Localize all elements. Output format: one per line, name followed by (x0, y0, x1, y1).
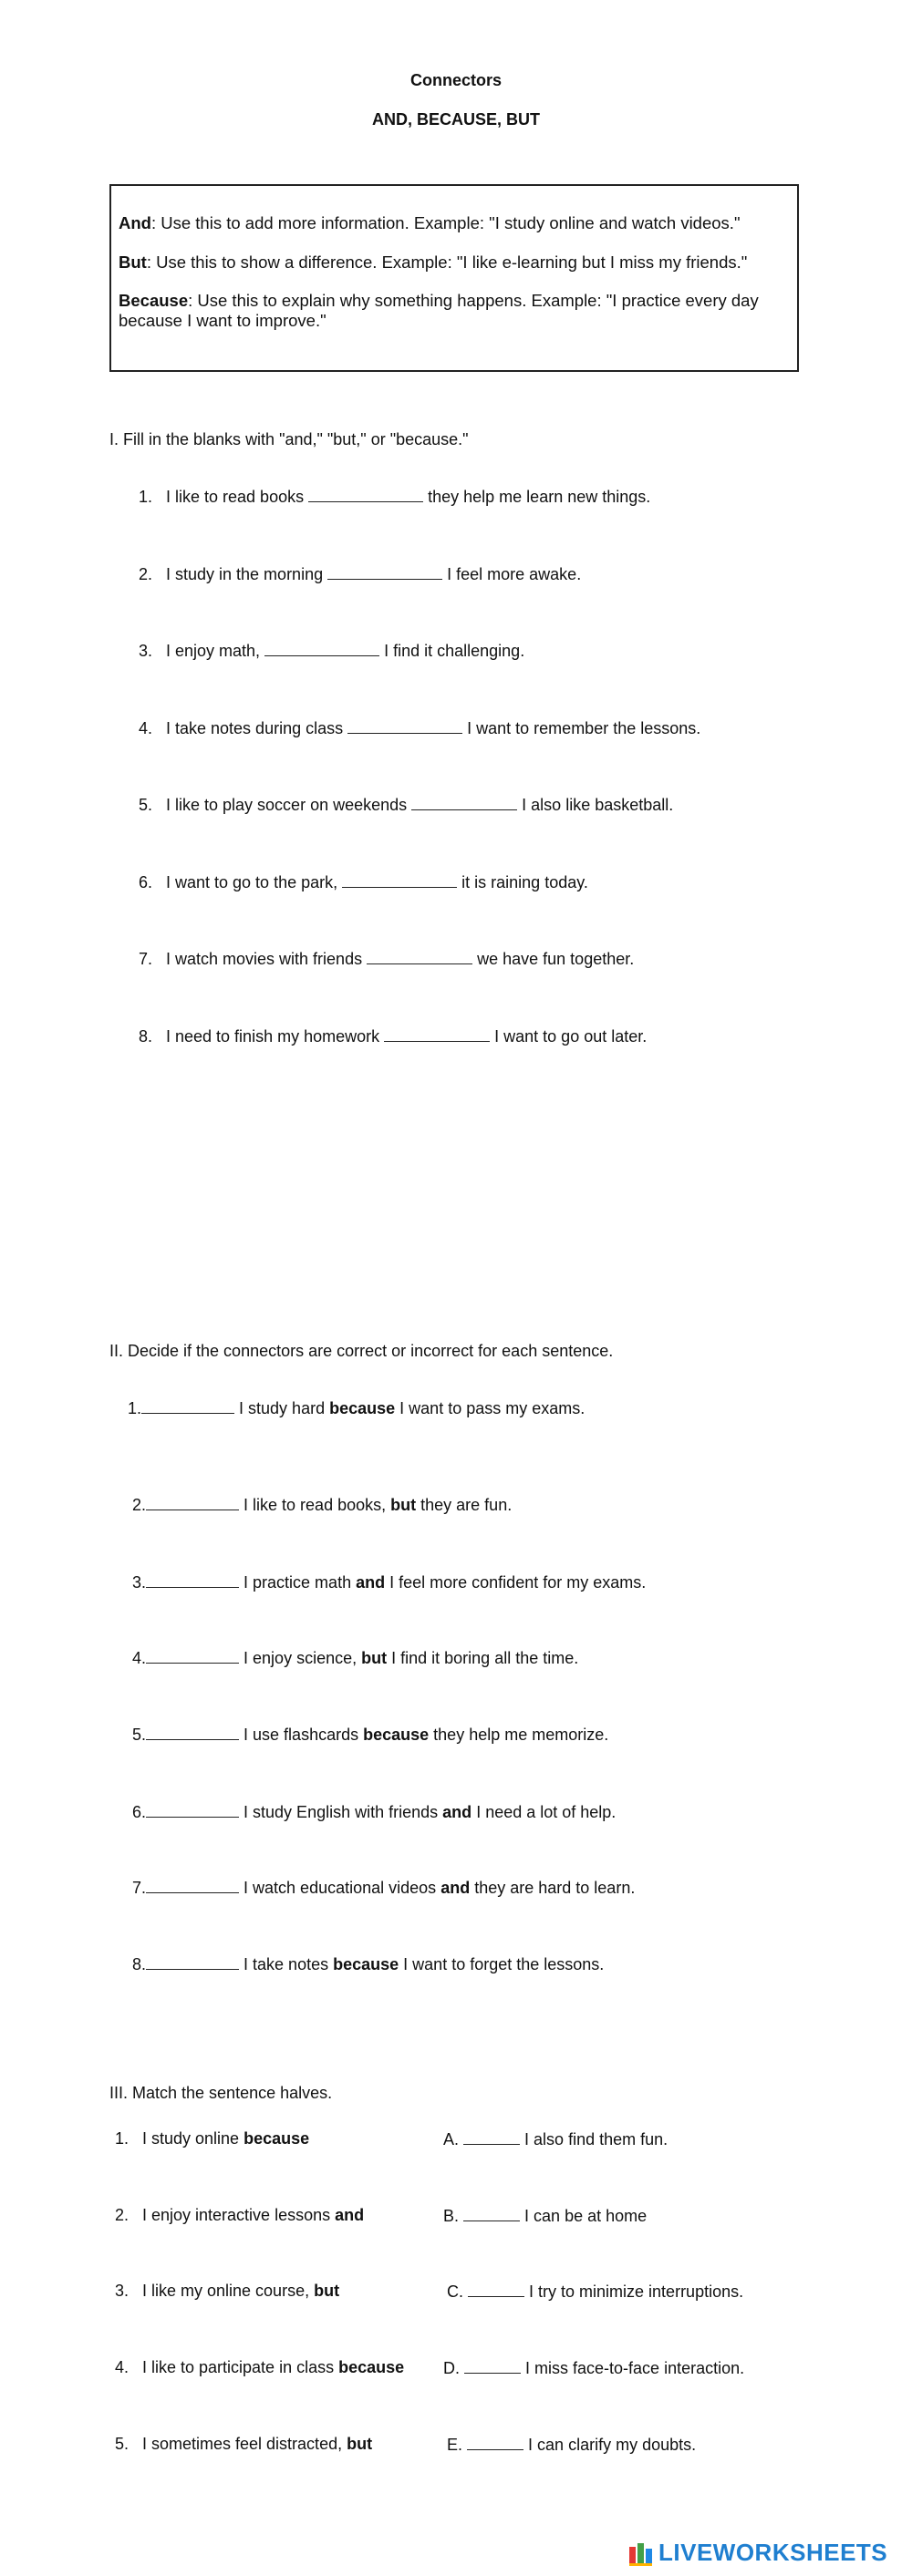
connector-word: but (347, 2435, 373, 2453)
sentence-end: I need a lot of help. (476, 1803, 617, 1821)
sentence-start: I practice math (244, 1573, 352, 1592)
sentence-end: I find it challenging. (384, 642, 525, 660)
definition-text: : Use this to explain why something happens. Example: "I practice every day (188, 291, 759, 310)
answer-blank[interactable] (463, 2129, 520, 2145)
sentence-end: I find it boring all the time. (391, 1649, 579, 1667)
connector-check-item (132, 1495, 512, 1515)
item-number: 4. (115, 2358, 130, 2376)
item-number: 1. (139, 488, 153, 506)
fill-blank-item (139, 564, 581, 584)
connector-word: because (329, 1399, 396, 1417)
connector-word: and (442, 1803, 472, 1821)
page-title: Connectors (409, 71, 502, 89)
sentence-end: I want to go out later. (494, 1027, 648, 1046)
sentence-end: it is raining today. (461, 873, 588, 891)
match-right-item (443, 2129, 668, 2149)
sentence-start: I use flashcards (244, 1726, 359, 1744)
definitions-box (109, 184, 799, 372)
definition-term: And (119, 213, 151, 232)
item-number: 4. (132, 1649, 147, 1667)
sentence-start: I like to read books (166, 488, 305, 506)
definition-text: : Use this to add more information. Example: "I study online and watch videos." (150, 213, 741, 232)
answer-blank[interactable] (342, 872, 457, 888)
answer-blank[interactable] (141, 1398, 234, 1414)
answer-blank[interactable] (411, 795, 517, 810)
connector-word: but (390, 1496, 417, 1514)
fill-blank-item (139, 641, 524, 661)
item-number: 6. (139, 873, 153, 891)
connector-check-item (132, 1954, 604, 1974)
match-right-item (447, 2435, 696, 2455)
item-number: 1. (128, 1399, 142, 1417)
sentence-start: I enjoy interactive lessons (142, 2206, 331, 2224)
item-letter: B. (443, 2207, 460, 2225)
item-number: 5. (115, 2435, 130, 2453)
sentence-end: I miss face-to-face interaction. (525, 2359, 745, 2377)
match-left-item (115, 2206, 364, 2225)
item-number: 7. (132, 1879, 147, 1897)
connector-word: and (356, 1573, 386, 1592)
answer-blank[interactable] (146, 1648, 239, 1664)
sentence-start: I enjoy science, (244, 1649, 358, 1667)
match-left-item (115, 2282, 339, 2301)
sentence-end: I want to remember the lessons. (467, 719, 701, 737)
item-number: 2. (132, 1496, 147, 1514)
item-number: 3. (132, 1573, 147, 1592)
definition-text-continued: because I want to improve." (119, 311, 326, 330)
item-number: 5. (132, 1726, 147, 1744)
sentence-start: I like my online course, (142, 2282, 310, 2300)
match-left-item (115, 2358, 404, 2377)
item-number: 2. (139, 565, 153, 583)
connector-check-item (128, 1398, 585, 1418)
section3-heading: III. Match the sentence halves. (109, 2084, 333, 2102)
answer-blank[interactable] (308, 487, 423, 502)
section1-heading: I. Fill in the blanks with "and," "but," or "because." (109, 430, 469, 448)
sentence-end: I also find them fun. (524, 2130, 668, 2148)
answer-blank[interactable] (468, 2282, 524, 2297)
sentence-start: I study in the morning (166, 565, 324, 583)
answer-blank[interactable] (264, 641, 379, 656)
definition-text: : Use this to show a difference. Example: "I like e-learning but I miss my friends." (146, 252, 748, 272)
sentence-end: I also like basketball. (522, 796, 674, 814)
page-subtitle: AND, BECAUSE, BUT (371, 110, 540, 129)
item-letter: D. (443, 2359, 460, 2377)
match-right-item (443, 2358, 744, 2378)
sentence-end: they help me learn new things. (428, 488, 651, 506)
sentence-end: I try to minimize interruptions. (529, 2282, 744, 2301)
connector-check-item (132, 1802, 616, 1822)
answer-blank[interactable] (146, 1572, 239, 1588)
answer-blank[interactable] (464, 2358, 521, 2374)
connector-check-item (132, 1572, 646, 1592)
sentence-start: I study hard (239, 1399, 326, 1417)
sentence-start: I take notes during class (166, 719, 344, 737)
item-letter: C. (447, 2282, 463, 2301)
sentence-end: we have fun together. (477, 950, 635, 968)
liveworksheets-logo (627, 2539, 887, 2567)
connector-check-item (132, 1878, 635, 1898)
fill-blank-item (139, 949, 634, 969)
item-letter: A. (443, 2130, 460, 2148)
item-number: 7. (139, 950, 153, 968)
sentence-end: they are hard to learn. (474, 1879, 636, 1897)
item-number: 2. (115, 2206, 130, 2224)
sentence-end: they are fun. (420, 1496, 513, 1514)
sentence-start: I study English with friends (244, 1803, 439, 1821)
fill-blank-item (139, 718, 700, 738)
connector-word: because (338, 2358, 405, 2376)
answer-blank[interactable] (146, 1725, 239, 1740)
fill-blank-item (139, 1026, 647, 1046)
answer-blank[interactable] (347, 718, 462, 734)
sentence-end: I can be at home (524, 2207, 648, 2225)
answer-blank[interactable] (384, 1026, 490, 1042)
fill-blank-item (139, 795, 673, 815)
sentence-start: I watch movies with friends (166, 950, 363, 968)
fill-blank-item (139, 872, 588, 892)
answer-blank[interactable] (146, 1878, 239, 1893)
sentence-end: I can clarify my doubts. (528, 2436, 697, 2454)
answer-blank[interactable] (463, 2206, 520, 2221)
connector-check-item (132, 1648, 578, 1668)
sentence-start: I study online (142, 2129, 240, 2148)
liveworksheets-logo-icon (627, 2540, 655, 2567)
answer-blank[interactable] (146, 1802, 239, 1818)
item-number: 8. (139, 1027, 153, 1046)
answer-blank[interactable] (327, 564, 442, 580)
answer-blank[interactable] (467, 2435, 523, 2450)
sentence-end: I want to forget the lessons. (403, 1955, 605, 1973)
sentence-start: I need to finish my homework (166, 1027, 380, 1046)
sentence-start: I watch educational videos (244, 1879, 437, 1897)
sentence-end: I feel more confident for my exams. (389, 1573, 647, 1592)
connector-word: and (440, 1879, 471, 1897)
sentence-end: I feel more awake. (447, 565, 582, 583)
sentence-start: I sometimes feel distracted, (142, 2435, 343, 2453)
definition-term: But (119, 252, 147, 272)
sentence-start: I like to participate in class (142, 2358, 335, 2376)
definition-and (119, 213, 741, 233)
sentence-start: I enjoy math, (166, 642, 261, 660)
connector-word: but (314, 2282, 340, 2300)
item-number: 3. (115, 2282, 130, 2300)
item-letter: E. (447, 2436, 463, 2454)
match-right-item (447, 2282, 743, 2302)
sentence-start: I like to play soccer on weekends (166, 796, 408, 814)
connector-check-item (132, 1725, 608, 1745)
connector-word: because (333, 1955, 399, 1973)
connector-word: and (335, 2206, 365, 2224)
definition-but (119, 252, 747, 273)
item-number: 6. (132, 1803, 147, 1821)
sentence-start: I take notes (244, 1955, 329, 1973)
brand-name: LIVEWORKSHEETS (658, 2539, 888, 2566)
answer-blank[interactable] (146, 1954, 239, 1970)
item-number: 4. (139, 719, 153, 737)
fill-blank-item (139, 487, 650, 507)
item-number: 5. (139, 796, 153, 814)
match-right-item (443, 2206, 647, 2226)
definition-term: Because (119, 291, 189, 310)
item-number: 8. (132, 1955, 147, 1973)
item-number: 3. (139, 642, 153, 660)
connector-word: but (361, 1649, 388, 1667)
definition-because (119, 291, 759, 331)
section2-heading: II. Decide if the connectors are correct or incorrect for each sentence. (109, 1342, 614, 1360)
sentence-start: I want to go to the park, (166, 873, 338, 891)
match-left-item (115, 2129, 309, 2148)
connector-word: because (363, 1726, 430, 1744)
sentence-start: I like to read books, (244, 1496, 387, 1514)
sentence-end: I want to pass my exams. (399, 1399, 586, 1417)
answer-blank[interactable] (146, 1495, 239, 1510)
answer-blank[interactable] (367, 949, 472, 964)
sentence-end: they help me memorize. (433, 1726, 609, 1744)
match-left-item (115, 2435, 372, 2454)
item-number: 1. (115, 2129, 130, 2148)
connector-word: because (244, 2129, 310, 2148)
